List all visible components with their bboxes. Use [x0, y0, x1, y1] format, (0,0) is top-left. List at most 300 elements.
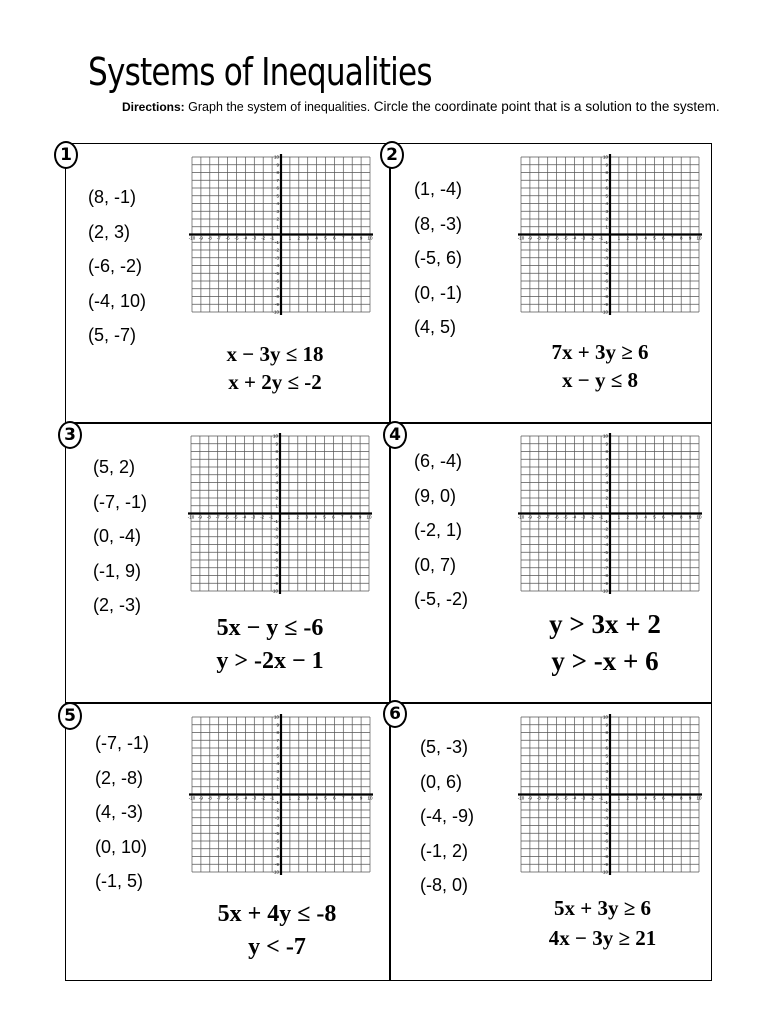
x-tick-label: -7 — [545, 795, 550, 801]
x-tick-label: 4 — [315, 235, 318, 241]
y-tick-label: -5 — [603, 270, 608, 276]
y-tick-label: 10 — [602, 154, 608, 160]
inequality: 5x + 3y ≥ 6 — [554, 896, 651, 920]
x-tick-label: -10 — [188, 795, 196, 801]
x-tick-label: -1 — [269, 514, 274, 520]
y-tick-label: -6 — [274, 838, 279, 844]
x-tick-label: -2 — [261, 795, 266, 801]
x-tick-label: 6 — [662, 795, 665, 801]
inequality: x + 2y ≤ -2 — [228, 370, 322, 394]
inequality: 4x − 3y ≥ 21 — [548, 926, 657, 950]
x-tick-label: 1 — [288, 795, 292, 801]
y-tick-label: 2 — [276, 216, 279, 222]
y-tick-label: 1 — [275, 503, 278, 509]
y-tick-label: 6 — [276, 185, 279, 191]
x-tick-label: 5 — [323, 514, 326, 520]
point-choice[interactable]: (9, 0) — [414, 485, 457, 506]
x-tick-label: -5 — [563, 795, 568, 801]
answer-choices — [414, 172, 462, 345]
y-tick-label: -7 — [274, 286, 279, 292]
y-tick-label: 3 — [275, 487, 278, 493]
x-tick-label: 3 — [635, 235, 638, 241]
point-choice[interactable]: (8, -3) — [414, 213, 463, 234]
y-tick-label: 2 — [276, 776, 279, 782]
x-tick-label: 1 — [617, 514, 621, 520]
y-tick-label: -10 — [601, 869, 608, 875]
x-tick-label: 6 — [333, 795, 336, 801]
x-tick-label: -2 — [261, 235, 266, 241]
y-tick-label: 6 — [276, 745, 279, 751]
point-choice[interactable]: (-7, -1) — [95, 733, 149, 753]
x-tick-label: 4 — [644, 514, 647, 520]
point-choice[interactable]: (1, -4) — [414, 179, 463, 199]
y-tick-label: -9 — [274, 301, 279, 307]
x-tick-label: 4 — [314, 514, 317, 520]
answer-choices — [93, 450, 147, 623]
y-tick-label: -5 — [603, 830, 608, 836]
y-tick-label: -2 — [273, 526, 278, 532]
y-tick-label: -9 — [603, 580, 608, 586]
x-tick-label: 5 — [324, 235, 327, 241]
x-tick-label: 9 — [688, 235, 692, 241]
x-tick-label: -4 — [572, 235, 577, 241]
x-tick-label: -4 — [242, 514, 247, 520]
y-tick-label: -9 — [273, 580, 278, 586]
x-tick-label: 9 — [358, 514, 362, 520]
answer-choices — [88, 180, 146, 353]
problem-number: 4 — [383, 421, 407, 449]
y-tick-label: -3 — [273, 534, 278, 540]
y-tick-label: 1 — [605, 224, 608, 230]
inequality-system — [515, 338, 685, 394]
y-tick-label: 7 — [276, 737, 279, 743]
y-tick-label: -6 — [274, 278, 279, 284]
inequality-system — [520, 893, 685, 953]
x-tick-label: -10 — [517, 235, 525, 241]
y-tick-label: 4 — [275, 480, 278, 486]
x-tick-label: 5 — [653, 514, 656, 520]
point-choice[interactable]: (4, 5) — [414, 317, 457, 337]
y-tick-label: 4 — [605, 761, 608, 767]
x-tick-label: 2 — [626, 235, 630, 241]
problem-number: 6 — [383, 700, 407, 728]
y-tick-label: 2 — [605, 216, 608, 222]
y-tick-label: 10 — [272, 433, 278, 439]
answer-choices — [95, 726, 149, 899]
y-tick-label: -2 — [603, 247, 608, 253]
y-tick-label: -1 — [274, 799, 279, 805]
y-tick-label: -3 — [603, 255, 608, 261]
y-tick-label: 9 — [276, 722, 279, 728]
x-tick-label: -3 — [252, 795, 257, 801]
inequality-system — [190, 340, 360, 396]
x-tick-label: 2 — [626, 514, 630, 520]
x-tick-label: 6 — [662, 514, 665, 520]
y-tick-label: -4 — [603, 263, 608, 269]
x-tick-label: -8 — [536, 514, 541, 520]
x-tick-label: -9 — [527, 235, 532, 241]
x-tick-label: -1 — [599, 795, 604, 801]
y-tick-label: 8 — [276, 170, 279, 176]
x-tick-label: -5 — [234, 795, 239, 801]
x-tick-label: 4 — [644, 235, 647, 241]
y-tick-label: -1 — [274, 239, 279, 245]
x-tick-label: -7 — [216, 235, 221, 241]
y-tick-label: -6 — [603, 278, 608, 284]
y-tick-label: 4 — [605, 480, 608, 486]
y-tick-label: -10 — [272, 309, 279, 315]
y-tick-label: -1 — [603, 799, 608, 805]
problem-number: 2 — [380, 141, 404, 169]
point-choice[interactable]: (0, 10) — [95, 836, 148, 857]
x-tick-label: -9 — [527, 514, 532, 520]
directions-text-1: Graph the system of inequalities. — [188, 100, 371, 114]
x-tick-label: 10 — [696, 514, 702, 520]
y-tick-label: -6 — [603, 838, 608, 844]
x-tick-label: 5 — [653, 235, 656, 241]
x-tick-label: 6 — [332, 514, 335, 520]
y-tick-label: 6 — [605, 185, 608, 191]
point-choice[interactable]: (8, -1) — [88, 187, 137, 207]
y-tick-label: -8 — [603, 294, 608, 300]
y-tick-label: -4 — [603, 542, 608, 548]
x-tick-label: -10 — [517, 514, 525, 520]
inequality: x − 3y ≤ 18 — [226, 342, 324, 366]
y-tick-label: 5 — [605, 472, 608, 478]
y-tick-label: 2 — [605, 495, 608, 501]
y-tick-label: -7 — [274, 846, 279, 852]
y-tick-label: 3 — [276, 768, 279, 774]
x-tick-label: -3 — [581, 514, 586, 520]
x-tick-label: 7 — [341, 514, 344, 520]
inequality: x − y ≤ 8 — [562, 368, 638, 392]
y-tick-label: 8 — [605, 449, 608, 455]
y-tick-label: 8 — [276, 730, 279, 736]
y-tick-label: 7 — [605, 737, 608, 743]
y-tick-label: -3 — [603, 815, 608, 821]
y-tick-label: 8 — [605, 170, 608, 176]
x-tick-label: -2 — [590, 235, 595, 241]
point-choice[interactable]: (5, -3) — [420, 737, 469, 757]
directions-text-2: Circle the coordinate point that is a solution to the system. — [373, 99, 720, 114]
x-tick-label: 8 — [350, 795, 354, 801]
inequality: y > -x + 6 — [551, 646, 659, 676]
y-tick-label: 3 — [276, 208, 279, 214]
point-choice[interactable]: (-1, 2) — [420, 840, 469, 861]
y-tick-label: -7 — [603, 565, 608, 571]
y-tick-label: 1 — [276, 784, 279, 790]
x-tick-label: 7 — [342, 235, 345, 241]
y-tick-label: 9 — [605, 162, 608, 168]
x-tick-label: -10 — [188, 235, 196, 241]
x-tick-label: 5 — [653, 795, 656, 801]
point-choice[interactable]: (4, -3) — [95, 802, 144, 822]
point-choice[interactable]: (2, -3) — [93, 595, 142, 615]
x-tick-label: -6 — [224, 514, 229, 520]
x-tick-label: 9 — [688, 795, 692, 801]
point-choice[interactable]: (5, -7) — [88, 325, 137, 345]
x-tick-label: -6 — [554, 514, 559, 520]
x-tick-label: 3 — [305, 514, 308, 520]
x-tick-label: 8 — [679, 795, 683, 801]
y-tick-label: -7 — [273, 565, 278, 571]
x-tick-label: -6 — [225, 795, 230, 801]
y-tick-label: -10 — [272, 869, 279, 875]
y-tick-label: 9 — [605, 441, 608, 447]
x-tick-label: -10 — [187, 514, 195, 520]
inequality: y > -2x − 1 — [216, 648, 324, 674]
x-tick-label: 3 — [635, 795, 638, 801]
x-tick-label: -9 — [198, 235, 203, 241]
y-tick-label: -7 — [603, 286, 608, 292]
x-tick-label: 8 — [350, 235, 354, 241]
coordinate-plane[interactable] — [517, 432, 703, 595]
y-tick-label: -1 — [603, 518, 608, 524]
y-tick-label: -8 — [603, 573, 608, 579]
y-tick-label: 5 — [605, 753, 608, 759]
y-tick-label: -8 — [274, 294, 279, 300]
x-tick-label: -1 — [599, 514, 604, 520]
y-tick-label: 1 — [605, 503, 608, 509]
y-tick-label: 1 — [605, 784, 608, 790]
x-tick-label: 9 — [359, 795, 363, 801]
x-tick-label: 9 — [688, 514, 692, 520]
problem-number: 1 — [54, 141, 78, 169]
x-tick-label: 9 — [359, 235, 363, 241]
y-tick-label: 9 — [605, 722, 608, 728]
y-tick-label: -5 — [274, 830, 279, 836]
x-tick-label: 3 — [306, 235, 309, 241]
x-tick-label: -7 — [545, 514, 550, 520]
x-tick-label: -8 — [536, 795, 541, 801]
x-tick-label: -2 — [590, 795, 595, 801]
x-tick-label: 4 — [315, 795, 318, 801]
y-tick-label: -9 — [603, 861, 608, 867]
x-tick-label: -2 — [260, 514, 265, 520]
point-choice[interactable]: (0, 7) — [414, 554, 457, 575]
inequality: 5x − y ≤ -6 — [216, 615, 324, 641]
x-tick-label: -8 — [207, 235, 212, 241]
coordinate-plane[interactable] — [517, 153, 703, 316]
y-tick-label: 3 — [605, 208, 608, 214]
point-choice[interactable]: (-1, 9) — [93, 560, 142, 581]
x-tick-label: 2 — [296, 514, 300, 520]
inequality: y < -7 — [248, 934, 306, 960]
problem-number: 3 — [58, 421, 82, 449]
y-tick-label: 8 — [275, 449, 278, 455]
x-tick-label: 6 — [662, 235, 665, 241]
y-tick-label: 6 — [275, 464, 278, 470]
directions — [122, 99, 720, 114]
x-tick-label: -3 — [581, 795, 586, 801]
x-tick-label: -5 — [234, 235, 239, 241]
x-tick-label: -6 — [554, 795, 559, 801]
point-choice[interactable]: (-6, -2) — [88, 256, 142, 276]
x-tick-label: -8 — [536, 235, 541, 241]
x-tick-label: -7 — [216, 795, 221, 801]
coordinate-plane[interactable] — [517, 713, 703, 876]
x-tick-label: -6 — [225, 235, 230, 241]
y-tick-label: -4 — [273, 542, 278, 548]
y-tick-label: -10 — [271, 588, 278, 594]
y-tick-label: 7 — [275, 456, 278, 462]
inequality-system — [192, 898, 362, 964]
y-tick-label: 9 — [276, 162, 279, 168]
x-tick-label: -7 — [215, 514, 220, 520]
y-tick-label: 5 — [275, 472, 278, 478]
y-tick-label: 10 — [273, 714, 279, 720]
x-tick-label: 8 — [679, 235, 683, 241]
x-tick-label: -4 — [243, 235, 248, 241]
inequality-system — [520, 606, 690, 680]
y-tick-label: -6 — [603, 557, 608, 563]
coordinate-plane[interactable] — [188, 713, 374, 876]
x-tick-label: -8 — [206, 514, 211, 520]
y-tick-label: 3 — [605, 487, 608, 493]
point-choice[interactable]: (5, 2) — [93, 457, 136, 477]
x-tick-label: -2 — [590, 514, 595, 520]
point-choice[interactable]: (-5, -2) — [414, 589, 468, 609]
y-tick-label: -5 — [603, 549, 608, 555]
y-tick-label: -4 — [274, 263, 279, 269]
x-tick-label: 5 — [324, 795, 327, 801]
y-tick-label: 4 — [276, 201, 279, 207]
coordinate-plane[interactable] — [188, 153, 374, 316]
inequality-system — [190, 612, 350, 678]
y-tick-label: -8 — [273, 573, 278, 579]
point-choice[interactable]: (6, -4) — [414, 451, 463, 471]
point-choice[interactable]: (-4, -9) — [420, 806, 474, 826]
x-tick-label: 8 — [679, 514, 683, 520]
y-tick-label: -7 — [603, 846, 608, 852]
x-tick-label: -1 — [599, 235, 604, 241]
x-tick-label: 7 — [671, 795, 674, 801]
y-tick-label: -9 — [603, 301, 608, 307]
x-tick-label: -10 — [517, 795, 525, 801]
y-tick-label: -9 — [274, 861, 279, 867]
y-tick-label: 10 — [273, 154, 279, 160]
inequality: 5x + 4y ≤ -8 — [217, 901, 337, 927]
point-choice[interactable]: (0, -4) — [93, 526, 142, 546]
y-tick-label: -6 — [273, 557, 278, 563]
x-tick-label: 3 — [306, 795, 309, 801]
point-choice[interactable]: (2, 3) — [88, 221, 131, 242]
x-tick-label: -3 — [581, 235, 586, 241]
y-tick-label: -3 — [274, 255, 279, 261]
point-choice[interactable]: (0, 6) — [420, 771, 463, 792]
y-tick-label: 2 — [605, 776, 608, 782]
x-tick-label: 7 — [671, 235, 674, 241]
point-choice[interactable]: (2, -8) — [95, 767, 144, 788]
x-tick-label: 10 — [367, 795, 373, 801]
y-tick-label: 5 — [605, 193, 608, 199]
x-tick-label: -9 — [197, 514, 202, 520]
y-tick-label: -4 — [274, 823, 279, 829]
point-choice[interactable]: (-7, -1) — [93, 491, 147, 512]
y-tick-label: -10 — [601, 309, 608, 315]
y-tick-label: -2 — [274, 247, 279, 253]
y-tick-label: -2 — [603, 807, 608, 813]
x-tick-label: -3 — [251, 514, 256, 520]
x-tick-label: -7 — [545, 235, 550, 241]
y-tick-label: -5 — [273, 549, 278, 555]
y-tick-label: 6 — [605, 745, 608, 751]
y-tick-label: 7 — [276, 177, 279, 183]
x-tick-label: -4 — [572, 795, 577, 801]
y-tick-label: 3 — [605, 768, 608, 774]
y-tick-label: -1 — [273, 518, 278, 524]
y-tick-label: 1 — [276, 224, 279, 230]
x-tick-label: 4 — [644, 795, 647, 801]
x-tick-label: 3 — [635, 514, 638, 520]
y-tick-label: 7 — [605, 456, 608, 462]
point-choice[interactable]: (-4, 10) — [88, 290, 147, 311]
x-tick-label: -5 — [563, 514, 568, 520]
x-tick-label: 2 — [297, 795, 301, 801]
point-choice[interactable]: (-2, 1) — [414, 520, 463, 540]
point-choice[interactable]: (-8, 0) — [420, 875, 469, 895]
y-tick-label: 6 — [605, 464, 608, 470]
x-tick-label: 7 — [342, 795, 345, 801]
problem-number: 5 — [58, 702, 82, 730]
x-tick-label: 6 — [333, 235, 336, 241]
y-tick-label: -2 — [274, 807, 279, 813]
x-tick-label: -4 — [572, 514, 577, 520]
y-tick-label: 4 — [276, 761, 279, 767]
page-title: Systems of Inequalities — [88, 50, 432, 94]
y-tick-label: -8 — [603, 854, 608, 860]
x-tick-label: 10 — [367, 235, 373, 241]
y-tick-label: 4 — [605, 201, 608, 207]
y-tick-label: 8 — [605, 730, 608, 736]
x-tick-label: 1 — [617, 235, 621, 241]
y-tick-label: -10 — [601, 588, 608, 594]
point-choice[interactable]: (-5, 6) — [414, 248, 463, 268]
x-tick-label: -1 — [270, 795, 275, 801]
y-tick-label: 2 — [275, 495, 278, 501]
inequality: 7x + 3y ≥ 6 — [551, 340, 649, 364]
y-tick-label: 7 — [605, 177, 608, 183]
y-tick-label: -3 — [603, 534, 608, 540]
x-tick-label: -9 — [527, 795, 532, 801]
inequality: y > 3x + 2 — [549, 609, 661, 639]
x-tick-label: -6 — [554, 235, 559, 241]
y-tick-label: 5 — [276, 753, 279, 759]
x-tick-label: -8 — [207, 795, 212, 801]
x-tick-label: -5 — [233, 514, 238, 520]
directions-label: Directions: — [122, 100, 185, 114]
x-tick-label: -9 — [198, 795, 203, 801]
y-tick-label: -5 — [274, 270, 279, 276]
x-tick-label: 10 — [366, 514, 372, 520]
x-tick-label: 10 — [696, 795, 702, 801]
x-tick-label: 1 — [617, 795, 621, 801]
x-tick-label: 10 — [696, 235, 702, 241]
x-tick-label: 1 — [287, 514, 291, 520]
y-tick-label: 10 — [602, 714, 608, 720]
x-tick-label: 8 — [349, 514, 353, 520]
y-tick-label: -3 — [274, 815, 279, 821]
y-tick-label: -4 — [603, 823, 608, 829]
x-tick-label: 1 — [288, 235, 292, 241]
y-tick-label: -1 — [603, 239, 608, 245]
coordinate-plane[interactable] — [187, 432, 373, 595]
y-tick-label: -8 — [274, 854, 279, 860]
x-tick-label: -3 — [252, 235, 257, 241]
point-choice[interactable]: (0, -1) — [414, 282, 463, 303]
x-tick-label: -5 — [563, 235, 568, 241]
point-choice[interactable]: (-1, 5) — [95, 871, 144, 891]
